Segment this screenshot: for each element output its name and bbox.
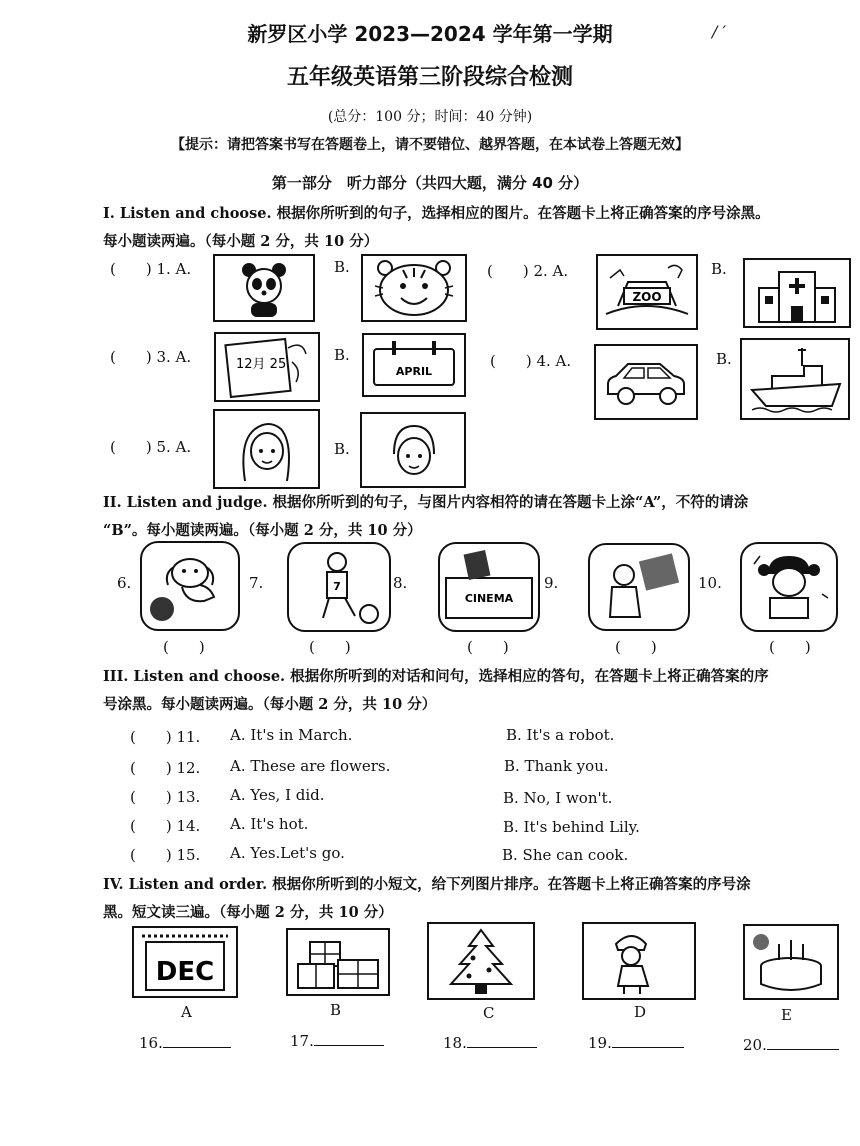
q8-answer-paren[interactable]: ( )	[467, 638, 509, 656]
picture-c-christmas-tree[interactable]	[427, 922, 535, 1000]
child-winter-icon	[584, 924, 694, 998]
q20-blank[interactable]	[767, 1049, 839, 1050]
cinema-sign: CINEMA	[464, 592, 514, 605]
q9-picture-activity[interactable]	[588, 543, 690, 631]
dec-text: DEC	[155, 957, 215, 987]
pen-mark: / ′	[712, 22, 727, 41]
q18-answer[interactable]	[443, 1034, 537, 1052]
q1-option-b-tiger[interactable]	[361, 254, 467, 322]
zoo-gate-icon	[598, 256, 696, 328]
section4-line2: 黑。短文读三遍。（每小题 2 分，共 10 分）	[103, 904, 393, 921]
picture-b-presents[interactable]	[286, 928, 390, 996]
q1-option-a-panda[interactable]	[213, 254, 315, 322]
q7-picture-football[interactable]	[287, 542, 391, 632]
boy-football-icon	[289, 544, 389, 630]
q9-label: 9.	[544, 574, 559, 592]
svg-text:7: 7	[333, 580, 341, 593]
q6-label: 6.	[117, 574, 132, 592]
section2-instructions	[103, 489, 853, 545]
q18-blank[interactable]	[467, 1047, 537, 1048]
section3-instructions	[103, 663, 853, 719]
q5-option-a-girl-long-hair[interactable]	[213, 409, 320, 489]
dog-icon	[142, 543, 238, 629]
q11-label: ( ) 11.	[130, 728, 201, 746]
long-hair-girl-icon	[215, 411, 318, 487]
q12-label: ( ) 12.	[130, 759, 201, 777]
q16-number: 16.	[139, 1034, 163, 1052]
cinema-icon	[440, 544, 538, 630]
q19-blank[interactable]	[612, 1047, 684, 1048]
q18-number: 18.	[443, 1034, 467, 1052]
calendar-date: 12月 25	[236, 357, 287, 372]
picture-label-c: C	[483, 1004, 495, 1022]
q10-picture-girl-books[interactable]	[740, 542, 838, 632]
exam-meta: (总分：100 分；时间：40 分钟)	[327, 109, 533, 125]
q12-option-a[interactable]: A. These are flowers.	[230, 757, 391, 775]
q5-option-b-girl-short-hair[interactable]	[360, 412, 466, 488]
q11-option-b[interactable]: B. It's a robot.	[506, 726, 615, 744]
q10-answer-paren[interactable]: ( )	[769, 638, 811, 656]
q14-option-b[interactable]: B. It's behind Lily.	[503, 818, 640, 836]
q8-picture-cinema[interactable]	[438, 542, 540, 632]
person-activity-icon	[590, 545, 688, 629]
section1-line2: 每小题读两遍。（每小题 2 分，共 10 分）	[103, 233, 379, 250]
q1-label: ( ) 1. A.	[110, 260, 192, 278]
q1-b-label: B.	[334, 258, 350, 276]
short-hair-girl-icon	[362, 414, 464, 486]
gift-boxes-icon	[288, 930, 388, 994]
q3-option-b-april[interactable]	[362, 333, 466, 397]
calendar-page-icon	[216, 334, 318, 400]
q8-label: 8.	[393, 574, 408, 592]
panda-icon	[215, 256, 313, 320]
q19-number: 19.	[588, 1034, 612, 1052]
q7-answer-paren[interactable]: ( )	[309, 638, 351, 656]
q14-label: ( ) 14.	[130, 817, 201, 835]
q13-label: ( ) 13.	[130, 788, 201, 806]
section4-instructions	[103, 871, 853, 927]
zoo-sign: ZOO	[632, 290, 662, 304]
tiger-icon	[363, 256, 465, 320]
section2-line1: II. Listen and judge. 根据你所听到的句子，与图片内容相符的请在答题卡上涂“A”，不符的请涂	[103, 494, 749, 511]
q16-blank[interactable]	[163, 1047, 231, 1048]
picture-label-a: A	[181, 1003, 192, 1021]
april-text: APRIL	[395, 365, 433, 378]
christmas-tree-icon	[429, 924, 533, 998]
picture-d-child-winter[interactable]	[582, 922, 696, 1000]
q17-number: 17.	[290, 1032, 314, 1050]
q20-number: 20.	[743, 1036, 767, 1054]
q6-picture-dog[interactable]	[140, 541, 240, 631]
q16-answer[interactable]	[139, 1034, 231, 1052]
picture-e-birthday-cake[interactable]	[743, 924, 839, 1000]
q15-option-b[interactable]: B. She can cook.	[502, 846, 629, 864]
exam-title: 新罗区小学 2023—2024 学年第一学期	[247, 22, 613, 46]
part-one-heading: 第一部分 听力部分（共四大题，满分 40 分）	[271, 174, 589, 192]
exam-subtitle: 五年级英语第三阶段综合检测	[286, 65, 573, 90]
q5-label: ( ) 5. A.	[110, 438, 192, 456]
q19-answer[interactable]	[588, 1034, 684, 1052]
exam-tip: 【提示：请把答案书写在答题卷上，请不要错位、越界答题，在本试卷上答题无效】	[171, 137, 689, 153]
q4-option-a-car[interactable]	[594, 344, 698, 420]
picture-label-d: D	[634, 1003, 647, 1021]
q12-option-b[interactable]: B. Thank you.	[504, 757, 609, 775]
hospital-icon	[745, 260, 849, 326]
q9-answer-paren[interactable]: ( )	[615, 638, 657, 656]
q4-option-b-ship[interactable]	[740, 338, 850, 420]
q6-answer-paren[interactable]: ( )	[163, 638, 205, 656]
q7-label: 7.	[249, 574, 264, 592]
section1-instructions	[103, 200, 853, 256]
section4-line1: IV. Listen and order. 根据你所听到的小短文，给下列图片排序。在答题卡上将正确答案的序号涂	[103, 876, 751, 893]
picture-label-b: B	[330, 1001, 342, 1019]
q17-answer[interactable]	[290, 1032, 384, 1050]
picture-a-december[interactable]	[132, 926, 238, 998]
q11-option-a[interactable]: A. It's in March.	[230, 726, 353, 744]
section1-line1: I. Listen and choose. 根据你所听到的句子，选择相应的图片。在答题卡上将正确答案的序号涂黑。	[103, 205, 770, 222]
q3-option-a-calendar[interactable]	[214, 332, 320, 402]
december-calendar-icon	[134, 928, 236, 996]
q13-option-b[interactable]: B. No, I won't.	[503, 789, 613, 807]
q3-label: ( ) 3. A.	[110, 348, 192, 366]
q2-option-a-zoo[interactable]	[596, 254, 698, 330]
q4-label: ( ) 4. A.	[490, 352, 572, 370]
section3-line2: 号涂黑。每小题读两遍。（每小题 2 分，共 10 分）	[103, 696, 437, 713]
q2-label: ( ) 2. A.	[487, 262, 569, 280]
q2-option-b-hospital[interactable]	[743, 258, 851, 328]
q20-answer[interactable]	[743, 1036, 839, 1054]
q5-b-label: B.	[334, 440, 350, 458]
q17-blank[interactable]	[314, 1045, 384, 1046]
q15-label: ( ) 15.	[130, 846, 201, 864]
q2-b-label: B.	[711, 260, 727, 278]
section3-line1: III. Listen and choose. 根据你所听到的对话和问句，选择相应的答句，在答题卡上将正确答案的序	[103, 668, 769, 685]
q10-label: 10.	[698, 574, 722, 592]
car-icon	[596, 346, 696, 418]
april-calendar-icon	[364, 335, 464, 395]
picture-label-e: E	[781, 1006, 792, 1024]
q13-option-a[interactable]: A. Yes, I did.	[230, 786, 325, 804]
q3-b-label: B.	[334, 346, 350, 364]
section2-line2: “B”。每小题读两遍。（每小题 2 分，共 10 分）	[103, 522, 422, 539]
q4-b-label: B.	[716, 350, 732, 368]
girl-books-icon	[742, 544, 836, 630]
birthday-cake-icon	[745, 926, 837, 998]
q15-option-a[interactable]: A. Yes.Let's go.	[230, 844, 345, 862]
ship-icon	[742, 340, 848, 418]
q14-option-a[interactable]: A. It's hot.	[230, 815, 309, 833]
